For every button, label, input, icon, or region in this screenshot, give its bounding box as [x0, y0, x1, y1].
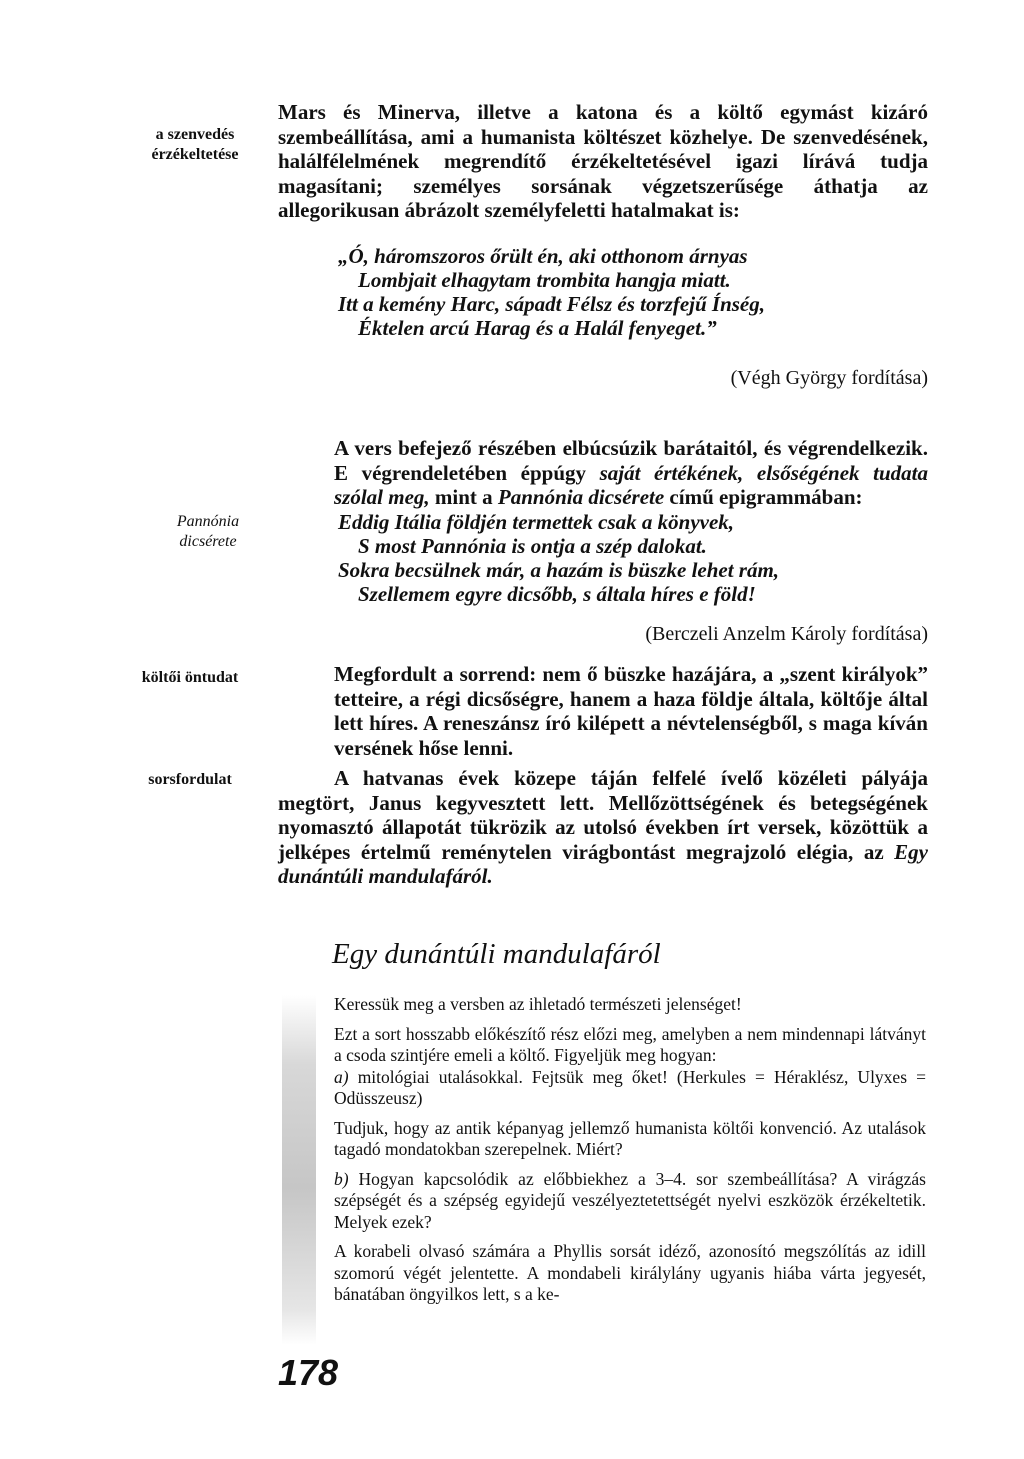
task-list — [334, 994, 926, 1314]
verse-1 — [338, 244, 928, 340]
title-reference: Egy dunántúli mandulafáról. — [278, 839, 928, 888]
margin-note-line: a szenvedés — [155, 126, 235, 143]
task-item: Keressük meg a versben az ihletadó természeti jelenséget! — [334, 994, 742, 1014]
margin-note-pannonia — [88, 512, 328, 552]
task-item: Ezt a sort hosszabb előkészítő rész előzi meg, amelyben a nem mindennapi látványt a csoda szintjére emeli a költő. Figyeljük meg hogyan: — [334, 1023, 926, 1065]
margin-note-line: érzékeltetése — [151, 146, 239, 163]
verse-line: Sokra becsülnek már, a hazám is büszke lehet rám, — [338, 558, 780, 582]
verse-line: Szellemem egyre dicsőbb, s általa híres e föld! — [358, 582, 756, 606]
margin-note-ontudat: költői öntudat — [141, 669, 239, 686]
translation-credit-1: (Végh György fordítása) — [730, 367, 928, 389]
verse-line: Itt a kemény Harc, sápadt Félsz és torzfejű Ínség, — [338, 292, 766, 316]
verse-line: Eddig Itália földjén termettek csak a könyvek, — [338, 510, 735, 534]
section-heading: Egy dunántúli mandulafáról — [332, 938, 661, 970]
emphasis: saját értékének, elsőségének tudata szólal meg, — [334, 460, 928, 509]
verse-line: S most Pannónia is ontja a szép dalokat. — [358, 534, 707, 558]
paragraph-2: A vers befejező részében elbúcsúzik barátaitól, és végrendelkezik. E végrendeletében éppúgy saját értékének, elsőségének tudata szólal meg, mint a Pannónia dicsérete című epigrammában: — [334, 436, 928, 509]
verse-line: Éktelen arcú Harag és a Halál fenyeget.” — [358, 316, 717, 340]
paragraph-4: A hatvanas évek közepe táján felfelé ívelő közéleti pályája megtört, Janus kegyvesztett lett. Mellőzöttségének és betegségének nyomasztó állapotát tükrözik az utolsó években írt versek, közöttük a jelképes értelmű reménytelen virágbontást megrajzoló elégia, az Egy dunántúli mandulafáról. — [278, 766, 928, 888]
task-item: b) Hogyan kapcsolódik az előbbiekhez a 3–4. sor szembeállítása? A virágzás szépségét és a szépség egyidejű veszélyeztetettségét nyelvi eszközök érzékeltetik. Melyek ezek? — [334, 1168, 926, 1232]
verse-2 — [338, 510, 928, 606]
translation-credit-2: (Berczeli Anzelm Károly fordítása) — [645, 623, 928, 645]
verse-line: Lombjait elhagytam trombita hangja miatt. — [358, 268, 731, 292]
task-label: b) — [334, 1168, 349, 1189]
verse-line: „Ó, háromszoros őrült én, aki otthonom árnyas — [338, 244, 748, 268]
paragraph-3: Megfordult a sorrend: nem ő büszke hazájára, a „szent királyok” tetteire, a régi dicsőségre, hanem a haza földje általa, költője által lett híres. A reneszánsz író kilépett a névtelenségből, s maga kíván versének hőse lenni. — [334, 662, 928, 760]
task-item: a) mitológiai utalásokkal. Fejtsük meg őket! (Herkules = Héraklész, Ulyxes = Odüsszeusz) — [334, 1066, 926, 1108]
page-number: 178 — [278, 1352, 339, 1393]
title-reference: Pannónia dicsérete — [497, 485, 665, 509]
margin-note-line: Pannónia — [176, 513, 240, 530]
paragraph-1: Mars és Minerva, illetve a katona és a költő egymást kizáró szembeállítása, ami a humanista költészet közhelye. De szenvedésének, halálfélelmének megrendítő érzékeltetésével igazi lírává tudja magasítani; személyes sorsának végzetszerűsége áthatja az allegorikusan ábrázolt személyfeletti hatalmakat is: — [278, 100, 928, 222]
task-item: A korabeli olvasó számára a Phyllis sorsát idéző, azonosító megszólítás az idill szomorú végét jelentette. A mondabeli királylány ugyanis hiába várta jegyesét, bánatában öngyilkos lett, s a ke- — [334, 1241, 926, 1304]
margin-note-sorsfordulat: sorsfordulat — [148, 771, 232, 788]
margin-note-line: dicsérete — [179, 533, 237, 550]
task-box-gradient-bar — [282, 995, 316, 1345]
task-label: a) — [334, 1066, 349, 1087]
task-item: Tudjuk, hogy az antik képanyag jellemző humanista költői konvenció. Az utalások tagadó mondatokban szerepelnek. Miért? — [334, 1117, 926, 1159]
